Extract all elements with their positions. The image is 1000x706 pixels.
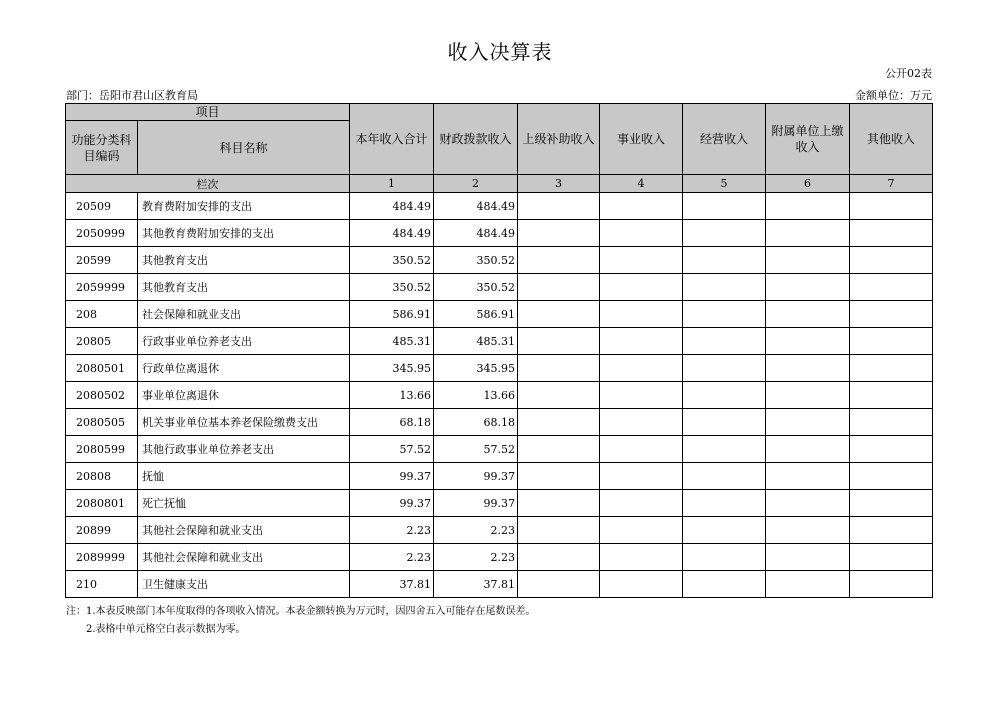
fiscal-income-cell: 345.95 — [434, 355, 518, 382]
operating-income-cell — [683, 328, 766, 355]
operating-income-cell — [683, 193, 766, 220]
business-income-cell — [600, 517, 683, 544]
operating-income-cell — [683, 220, 766, 247]
fiscal-income-cell: 57.52 — [434, 436, 518, 463]
other-income-cell — [850, 409, 933, 436]
business-income-cell — [600, 220, 683, 247]
subject-name-cell: 抚恤 — [138, 463, 350, 490]
other-income-cell — [850, 355, 933, 382]
affiliated-income-cell — [766, 355, 850, 382]
subject-name-header: 科目名称 — [138, 121, 350, 175]
table-row — [66, 355, 933, 382]
subsidy-income-cell — [518, 355, 600, 382]
subsidy-income-cell — [518, 193, 600, 220]
table-notes — [66, 603, 536, 639]
subject-name-cell: 其他行政事业单位养老支出 — [138, 436, 350, 463]
subject-code-cell: 20899 — [66, 517, 138, 544]
fiscal-income-cell: 99.37 — [434, 490, 518, 517]
fiscal-income-cell: 484.49 — [434, 193, 518, 220]
operating-income-cell — [683, 274, 766, 301]
subsidy-income-cell — [518, 463, 600, 490]
subject-code-cell: 20599 — [66, 247, 138, 274]
table-row — [66, 193, 933, 220]
other-income-cell — [850, 436, 933, 463]
subsidy-income-cell — [518, 490, 600, 517]
affiliated-income-cell — [766, 517, 850, 544]
table-row — [66, 247, 933, 274]
col-number: 6 — [766, 175, 850, 193]
subsidy-income-cell — [518, 436, 600, 463]
total-income-cell: 99.37 — [350, 490, 434, 517]
business-income-cell — [600, 544, 683, 571]
total-income-cell: 99.37 — [350, 463, 434, 490]
business-income-cell — [600, 409, 683, 436]
affiliated-income-cell — [766, 544, 850, 571]
subject-code-cell: 2080599 — [66, 436, 138, 463]
col-number: 3 — [518, 175, 600, 193]
subject-code-cell: 20808 — [66, 463, 138, 490]
col-affiliated-header: 附属单位上缴收入 — [766, 104, 850, 175]
business-income-cell — [600, 436, 683, 463]
col-number: 5 — [683, 175, 766, 193]
operating-income-cell — [683, 436, 766, 463]
operating-income-cell — [683, 517, 766, 544]
table-row — [66, 274, 933, 301]
subject-name-cell: 事业单位离退休 — [138, 382, 350, 409]
subject-code-cell: 2080502 — [66, 382, 138, 409]
operating-income-cell — [683, 544, 766, 571]
other-income-cell — [850, 247, 933, 274]
affiliated-income-cell — [766, 301, 850, 328]
subsidy-income-cell — [518, 544, 600, 571]
business-income-cell — [600, 463, 683, 490]
subsidy-income-cell — [518, 382, 600, 409]
affiliated-income-cell — [766, 571, 850, 598]
subsidy-income-cell — [518, 409, 600, 436]
subject-code-cell: 2059999 — [66, 274, 138, 301]
subject-name-cell: 教育费附加安排的支出 — [138, 193, 350, 220]
total-income-cell: 13.66 — [350, 382, 434, 409]
total-income-cell: 485.31 — [350, 328, 434, 355]
other-income-cell — [850, 328, 933, 355]
table-row — [66, 463, 933, 490]
operating-income-cell — [683, 382, 766, 409]
col-operating-header: 经营收入 — [683, 104, 766, 175]
other-income-cell — [850, 220, 933, 247]
affiliated-income-cell — [766, 328, 850, 355]
fiscal-income-cell: 99.37 — [434, 463, 518, 490]
fiscal-income-cell: 13.66 — [434, 382, 518, 409]
fiscal-income-cell: 484.49 — [434, 220, 518, 247]
total-income-cell: 2.23 — [350, 517, 434, 544]
col-number: 2 — [434, 175, 518, 193]
business-income-cell — [600, 355, 683, 382]
subsidy-income-cell — [518, 274, 600, 301]
subject-name-cell: 行政单位离退休 — [138, 355, 350, 382]
total-income-cell: 586.91 — [350, 301, 434, 328]
other-income-cell — [850, 571, 933, 598]
other-income-cell — [850, 463, 933, 490]
operating-income-cell — [683, 463, 766, 490]
other-income-cell — [850, 382, 933, 409]
total-income-cell: 350.52 — [350, 274, 434, 301]
fiscal-income-cell: 586.91 — [434, 301, 518, 328]
subsidy-income-cell — [518, 517, 600, 544]
total-income-cell: 350.52 — [350, 247, 434, 274]
fiscal-income-cell: 37.81 — [434, 571, 518, 598]
subject-code-cell: 2080505 — [66, 409, 138, 436]
table-row — [66, 301, 933, 328]
income-table — [65, 103, 933, 598]
subsidy-income-cell — [518, 328, 600, 355]
operating-income-cell — [683, 301, 766, 328]
subject-code-cell: 2089999 — [66, 544, 138, 571]
total-income-cell: 484.49 — [350, 193, 434, 220]
subject-code-cell: 20805 — [66, 328, 138, 355]
operating-income-cell — [683, 355, 766, 382]
department-label: 部门：岳阳市君山区教育局 — [66, 89, 198, 102]
subsidy-income-cell — [518, 301, 600, 328]
fiscal-income-cell: 2.23 — [434, 544, 518, 571]
amount-unit-label: 金额单位：万元 — [855, 89, 932, 102]
col-business-header: 事业收入 — [600, 104, 683, 175]
col-subsidy-header: 上级补助收入 — [518, 104, 600, 175]
business-income-cell — [600, 571, 683, 598]
business-income-cell — [600, 301, 683, 328]
fiscal-income-cell: 485.31 — [434, 328, 518, 355]
col-total-header: 本年收入合计 — [350, 104, 434, 175]
total-income-cell: 68.18 — [350, 409, 434, 436]
affiliated-income-cell — [766, 463, 850, 490]
subject-name-cell: 机关事业单位基本养老保险缴费支出 — [138, 409, 350, 436]
business-income-cell — [600, 193, 683, 220]
subject-code-cell: 2080801 — [66, 490, 138, 517]
business-income-cell — [600, 328, 683, 355]
subject-code-cell: 2050999 — [66, 220, 138, 247]
column-index-label: 栏次 — [66, 175, 350, 193]
affiliated-income-cell — [766, 247, 850, 274]
affiliated-income-cell — [766, 220, 850, 247]
other-income-cell — [850, 193, 933, 220]
subsidy-income-cell — [518, 571, 600, 598]
other-income-cell — [850, 517, 933, 544]
subject-code-cell: 208 — [66, 301, 138, 328]
subsidy-income-cell — [518, 247, 600, 274]
business-income-cell — [600, 274, 683, 301]
affiliated-income-cell — [766, 382, 850, 409]
subject-name-cell: 其他教育支出 — [138, 247, 350, 274]
affiliated-income-cell — [766, 274, 850, 301]
operating-income-cell — [683, 571, 766, 598]
subject-name-cell: 其他社会保障和就业支出 — [138, 517, 350, 544]
table-row — [66, 571, 933, 598]
other-income-cell — [850, 544, 933, 571]
table-row — [66, 544, 933, 571]
note-line: 注：1.本表反映部门本年度取得的各项收入情况。本表金额转换为万元时，因四舍五入可能存在尾数误差。 — [66, 606, 536, 617]
table-row — [66, 490, 933, 517]
col-number: 7 — [850, 175, 933, 193]
business-income-cell — [600, 490, 683, 517]
table-row — [66, 517, 933, 544]
table-row — [66, 328, 933, 355]
total-income-cell: 484.49 — [350, 220, 434, 247]
affiliated-income-cell — [766, 490, 850, 517]
col-number: 1 — [350, 175, 434, 193]
operating-income-cell — [683, 247, 766, 274]
total-income-cell: 345.95 — [350, 355, 434, 382]
subject-code-cell: 210 — [66, 571, 138, 598]
other-income-cell — [850, 490, 933, 517]
fiscal-income-cell: 350.52 — [434, 274, 518, 301]
subject-name-cell: 其他教育费附加安排的支出 — [138, 220, 350, 247]
table-row — [66, 382, 933, 409]
other-income-cell — [850, 274, 933, 301]
subsidy-income-cell — [518, 220, 600, 247]
subject-name-cell: 其他社会保障和就业支出 — [138, 544, 350, 571]
col-fiscal-header: 财政拨款收入 — [434, 104, 518, 175]
table-row — [66, 409, 933, 436]
fiscal-income-cell: 350.52 — [434, 247, 518, 274]
operating-income-cell — [683, 490, 766, 517]
affiliated-income-cell — [766, 436, 850, 463]
affiliated-income-cell — [766, 193, 850, 220]
subject-name-cell: 行政事业单位养老支出 — [138, 328, 350, 355]
other-income-cell — [850, 301, 933, 328]
subject-name-cell: 死亡抚恤 — [138, 490, 350, 517]
table-row — [66, 436, 933, 463]
note-line: 2.表格中单元格空白表示数据为零。 — [86, 624, 246, 635]
col-number: 4 — [600, 175, 683, 193]
affiliated-income-cell — [766, 409, 850, 436]
total-income-cell: 37.81 — [350, 571, 434, 598]
fiscal-income-cell: 68.18 — [434, 409, 518, 436]
report-title: 收入决算表 — [447, 40, 553, 64]
business-income-cell — [600, 247, 683, 274]
subject-name-cell: 其他教育支出 — [138, 274, 350, 301]
total-income-cell: 57.52 — [350, 436, 434, 463]
subject-name-cell: 社会保障和就业支出 — [138, 301, 350, 328]
subject-code-cell: 2080501 — [66, 355, 138, 382]
col-other-header: 其他收入 — [850, 104, 933, 175]
func-code-header: 功能分类科目编码 — [66, 121, 138, 175]
fiscal-income-cell: 2.23 — [434, 517, 518, 544]
table-row — [66, 220, 933, 247]
total-income-cell: 2.23 — [350, 544, 434, 571]
subject-code-cell: 20509 — [66, 193, 138, 220]
subject-name-cell: 卫生健康支出 — [138, 571, 350, 598]
operating-income-cell — [683, 409, 766, 436]
item-header: 项目 — [66, 104, 350, 121]
business-income-cell — [600, 382, 683, 409]
form-code: 公开02表 — [885, 67, 932, 80]
